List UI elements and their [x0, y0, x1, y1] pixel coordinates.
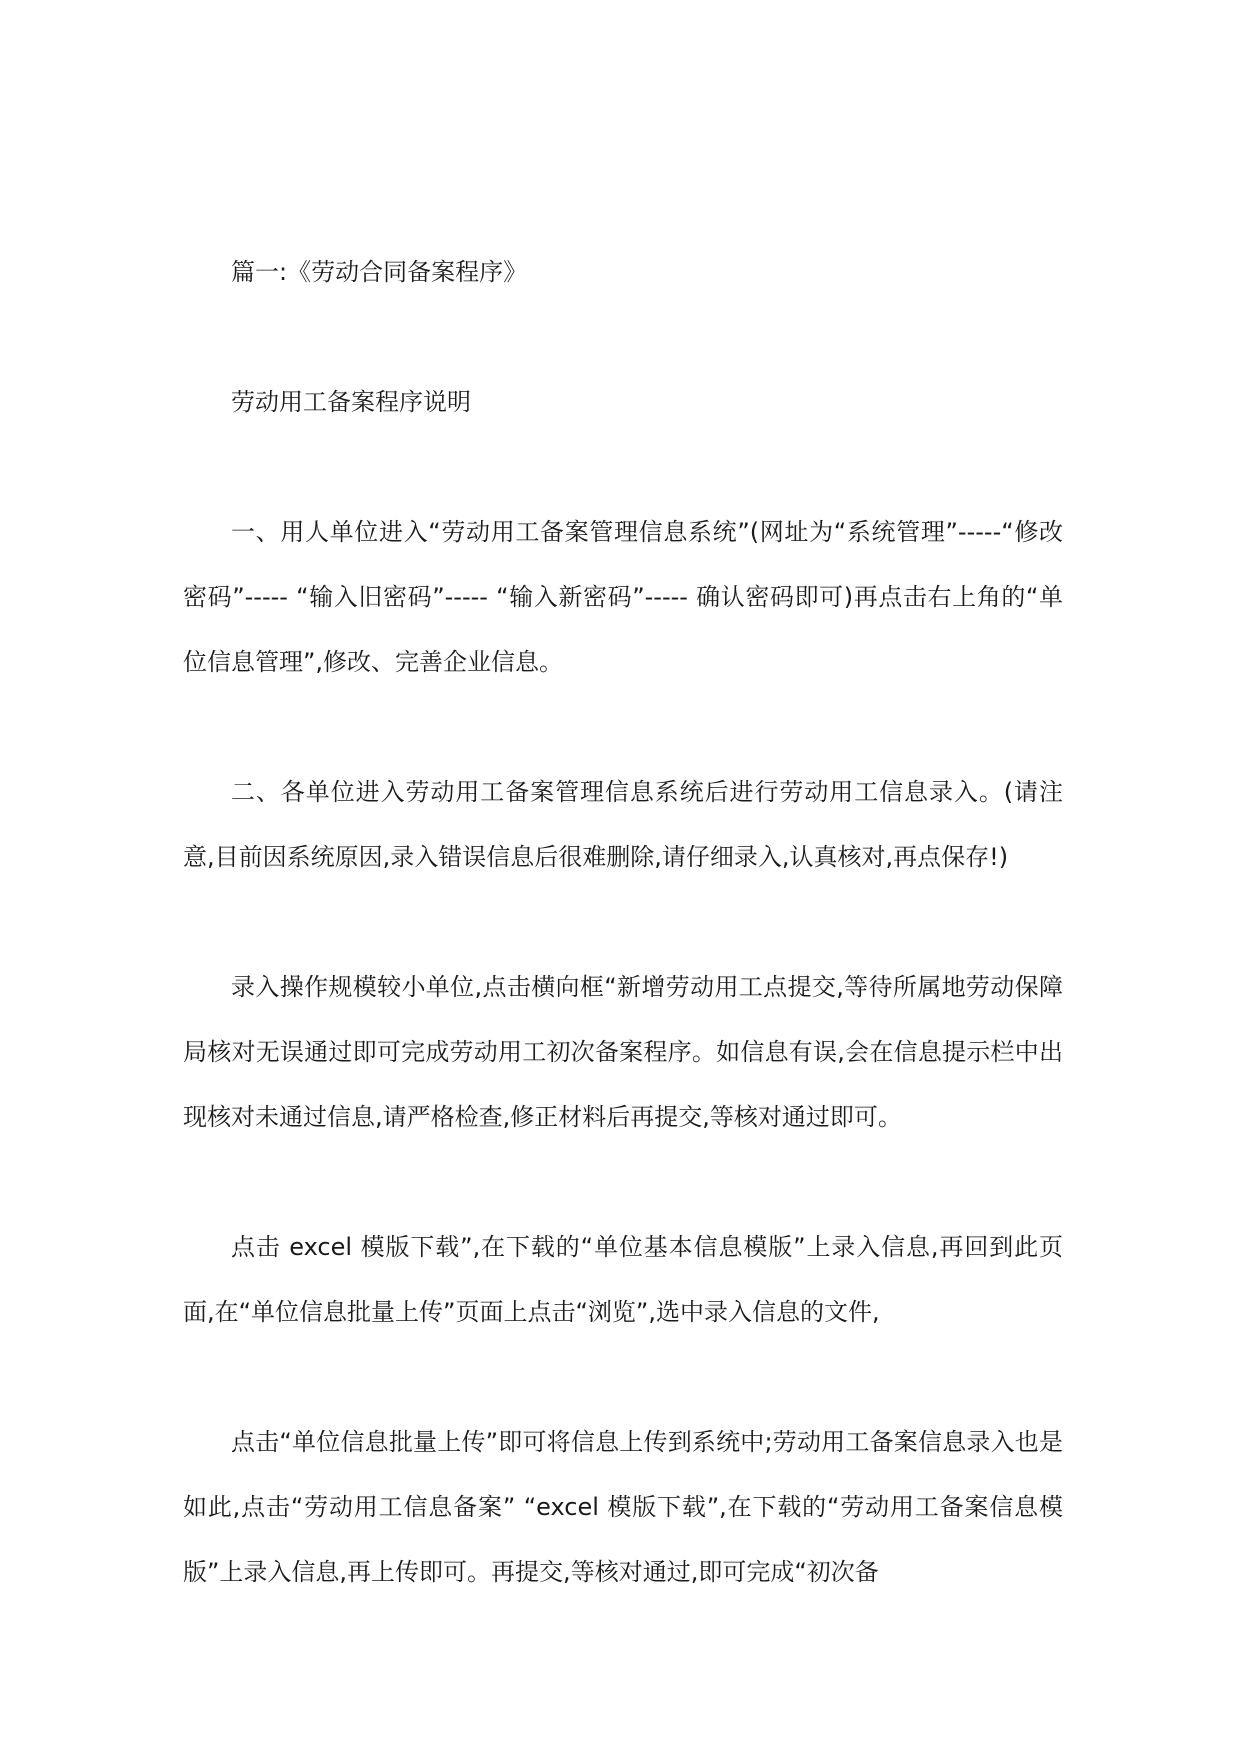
paragraph-2: 二、各单位进入劳动用工备案管理信息系统后进行劳动用工信息录入。(请注意,目前因系统原因,录入错误信息后很难删除,请仔细录入,认真核对,再点保存!): [183, 778, 1063, 871]
document-body: [183, 240, 1063, 1670]
paragraph-4: 点击 excel 模版下载”,在下载的“单位基本信息模版”上录入信息,再回到此页面,在“单位信息批量上传”页面上点击“浏览”,选中录入信息的文件,: [183, 1233, 1063, 1326]
document-subheading: 劳动用工备案程序说明: [231, 388, 471, 416]
paragraph-3: 录入操作规模较小单位,点击横向框“新增劳动用工点提交,等待所属地劳动保障局核对无误通过即可完成劳动用工初次备案程序。如信息有误,会在信息提示栏中出现核对未通过信息,请严格检查,修正材料后再提交,等核对通过即可。: [183, 973, 1063, 1131]
paragraph-1: 一、用人单位进入“劳动用工备案管理信息系统”(网址为“系统管理”-----“修改密码”----- “输入旧密码”----- “输入新密码”----- 确认密码即可)再点击右上角的“单位信息管理”,修改、完善企业信息。: [183, 518, 1063, 676]
document-heading: 篇一:《劳动合同备案程序》: [231, 258, 528, 286]
paragraph-5: 点击“单位信息批量上传”即可将信息上传到系统中;劳动用工备案信息录入也是如此,点击“劳动用工信息备案” “excel 模版下载”,在下载的“劳动用工备案信息模版”上录入信息,再上传即可。再提交,等核对通过,即可完成“初次备: [183, 1428, 1063, 1586]
